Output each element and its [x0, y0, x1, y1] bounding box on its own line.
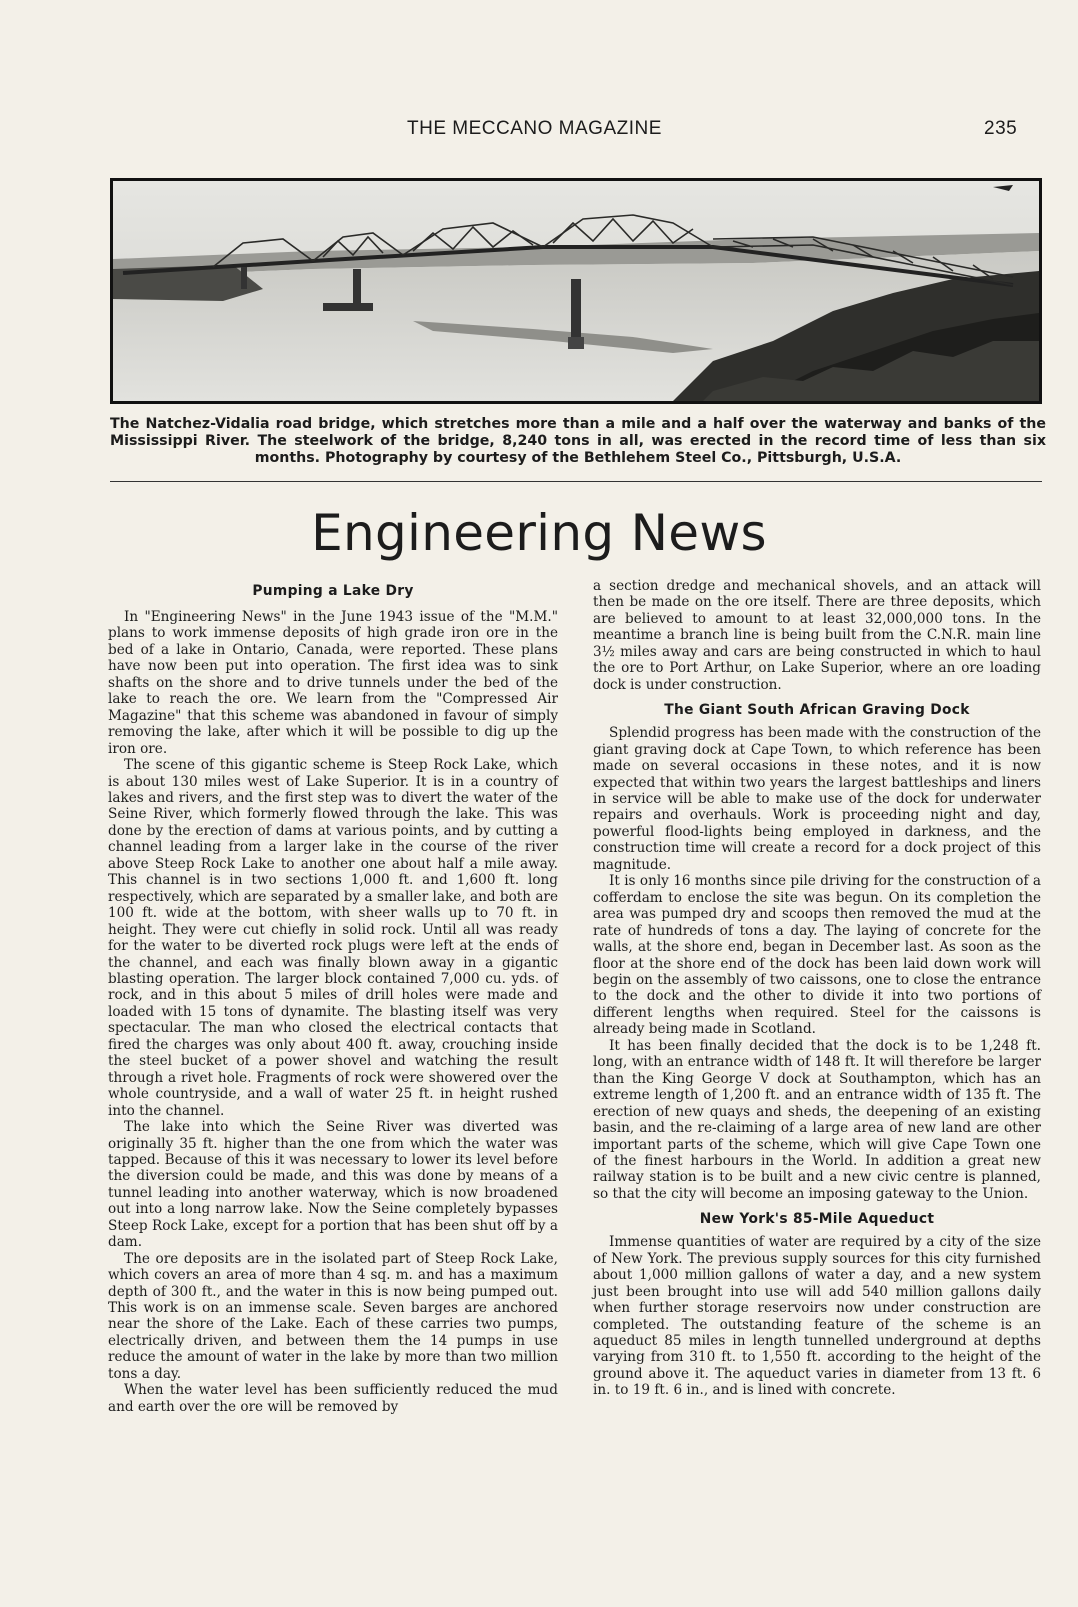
- magazine-title: THE MECCANO MAGAZINE: [407, 118, 662, 139]
- bridge-photograph: [110, 178, 1042, 404]
- photo-caption: The Natchez-Vidalia road bridge, which stretches more than a mile and a half over the waterway and banks of the Mississippi River. The steelwork of the bridge, 8,240 tons in all, was erected in the record time of less than six months. Photography by courtesy of the Bethlehem Steel Co., Pittsburgh, U.S.A.: [110, 416, 1046, 466]
- paragraph: It has been finally decided that the dock is to be 1,248 ft. long, with an entrance width of 148 ft. It will therefore be larger than the King George V dock at Southampton, which has an extreme length of 1,200 ft. and an entrance width of 135 ft. The erection of new quays and sheds, the deepening of an existing basin, and the re-claiming of a large area of new land are other important parts of the scheme, which will give Cape Town one of the finest harbours in the World. In addition a great new railway station is to be built and a new civic centre is planned, so that the city will become an imposing gateway to the Union.: [593, 1037, 1041, 1202]
- paragraph: It is only 16 months since pile driving for the construction of a cofferdam to enclose the site was begun. On its completion the area was pumped dry and scoops then removed the mud at the rate of hundreds of tons a day. The laying of concrete for the walls, at the shore end, began in December last. As soon as the floor at the shore end of the dock has been laid down work will begin on the assembly of two caissons, one to close the entrance to the dock and the other to divide it into two portions of different lengths when required. Steel for the caissons is already being made in Scotland.: [593, 873, 1041, 1038]
- paragraph: Splendid progress has been made with the construction of the giant graving dock at Cape Town, to which reference has been made on several occasions in these notes, and it is now expected that within two years the largest battleships and liners in service will be able to make use of the dock for underwater repairs and overhauls. Work is proceeding night and day, powerful flood-lights being employed in darkness, and the construction time will create a record for a dock project of this magnitude.: [593, 725, 1041, 873]
- page-header: [0, 118, 1078, 148]
- divider-rule: [110, 481, 1042, 482]
- paragraph: The lake into which the Seine River was diverted was originally 35 ft. higher than the one from which the water was tapped. Because of this it was necessary to lower its level before the diversion could be made, and this was done by means of a tunnel leading into another waterway, which is now broadened out into a long narrow lake. Now the Seine completely bypasses Steep Rock Lake, except for a portion that has been shut off by a dam.: [108, 1119, 558, 1251]
- paragraph: When the water level has been sufficiently reduced the mud and earth over the ore will be removed by: [108, 1382, 558, 1415]
- left-column: [108, 580, 558, 1415]
- section-heading-graving-dock: The Giant South African Graving Dock: [664, 702, 970, 719]
- page-number: 235: [984, 118, 1018, 139]
- article-title: Engineering News: [311, 504, 767, 562]
- section-heading-aqueduct: New York's 85-Mile Aqueduct: [699, 1211, 935, 1228]
- section-heading-pumping: Pumping a Lake Dry: [252, 583, 414, 599]
- paragraph: In "Engineering News" in the June 1943 issue of the "M.M." plans to work immense deposits of high grade iron ore in the bed of a lake in Ontario, Canada, were reported. These plans have now been put into operation. The first idea was to sink shafts on the shore and to drive tunnels under the bed of the lake to reach the ore. We learn from the "Compressed Air Magazine" that this scheme was abandoned in favour of simply removing the lake, after which it will be possible to dig up the iron ore.: [108, 609, 558, 757]
- paragraph: The scene of this gigantic scheme is Steep Rock Lake, which is about 130 miles west of Lake Superior. It is in a country of lakes and rivers, and the first step was to divert the water of the Seine River, which formerly flowed through the lake. This was done by the erection of dams at various points, and by cutting a channel leading from a larger lake in the course of the river above Steep Rock Lake to another one about half a mile away. This channel is in two sections 1,000 ft. and 1,600 ft. long respectively, which are separated by a smaller lake, and both are 100 ft. wide at the bottom, with sheer walls up to 70 ft. in height. They were cut chiefly in solid rock. Until all was ready for the water to be diverted rock plugs were left at the ends of the channel, and each was finally blown away in a gigantic blasting operation. The larger block contained 7,000 cu. yds. of rock, and in this about 5 miles of drill holes were made and loaded with 15 tons of dynamite. The blasting itself was very spectacular. The man who closed the electrical contacts that fired the charges was only about 400 ft. away, crouching inside the steel bucket of a power shovel and watching the result through a rivet hole. Fragments of rock were showered over the whole countryside, and a wall of water 25 ft. in height rushed into the channel.: [108, 757, 558, 1119]
- right-column: [593, 578, 1041, 1399]
- paragraph-continuation: a section dredge and mechanical shovels, and an attack will then be made on the ore itself. There are three deposits, which are believed to amount to at least 32,000,000 tons. In the meantime a branch line is being built from the C.N.R. main line 3½ miles away and cars are being constructed in which to haul the ore to Port Arthur, on Lake Superior, where an ore loading dock is under construction.: [593, 578, 1041, 693]
- paragraph: Immense quantities of water are required by a city of the size of New York. The previous supply sources for this city furnished about 1,000 million gallons of water a day, and a new system just been brought into use will add 540 million gallons daily when further storage reservoirs now under construction are completed. The outstanding feature of the scheme is an aqueduct 85 miles in length tunnelled underground at depths varying from 310 ft. to 1,550 ft. according to the height of the ground above it. The aqueduct varies in diameter from 13 ft. 6 in. to 19 ft. 6 in., and is lined with concrete.: [593, 1234, 1041, 1399]
- paragraph: The ore deposits are in the isolated part of Steep Rock Lake, which covers an area of more than 4 sq. m. and has a maximum depth of 300 ft., and the water in this is now being pumped out. This work is on an immense scale. Seven barges are anchored near the shore of the Lake. Each of these carries two pumps, electrically driven, and between them the 14 pumps in use reduce the amount of water in the lake by more than two million tons a day.: [108, 1250, 558, 1382]
